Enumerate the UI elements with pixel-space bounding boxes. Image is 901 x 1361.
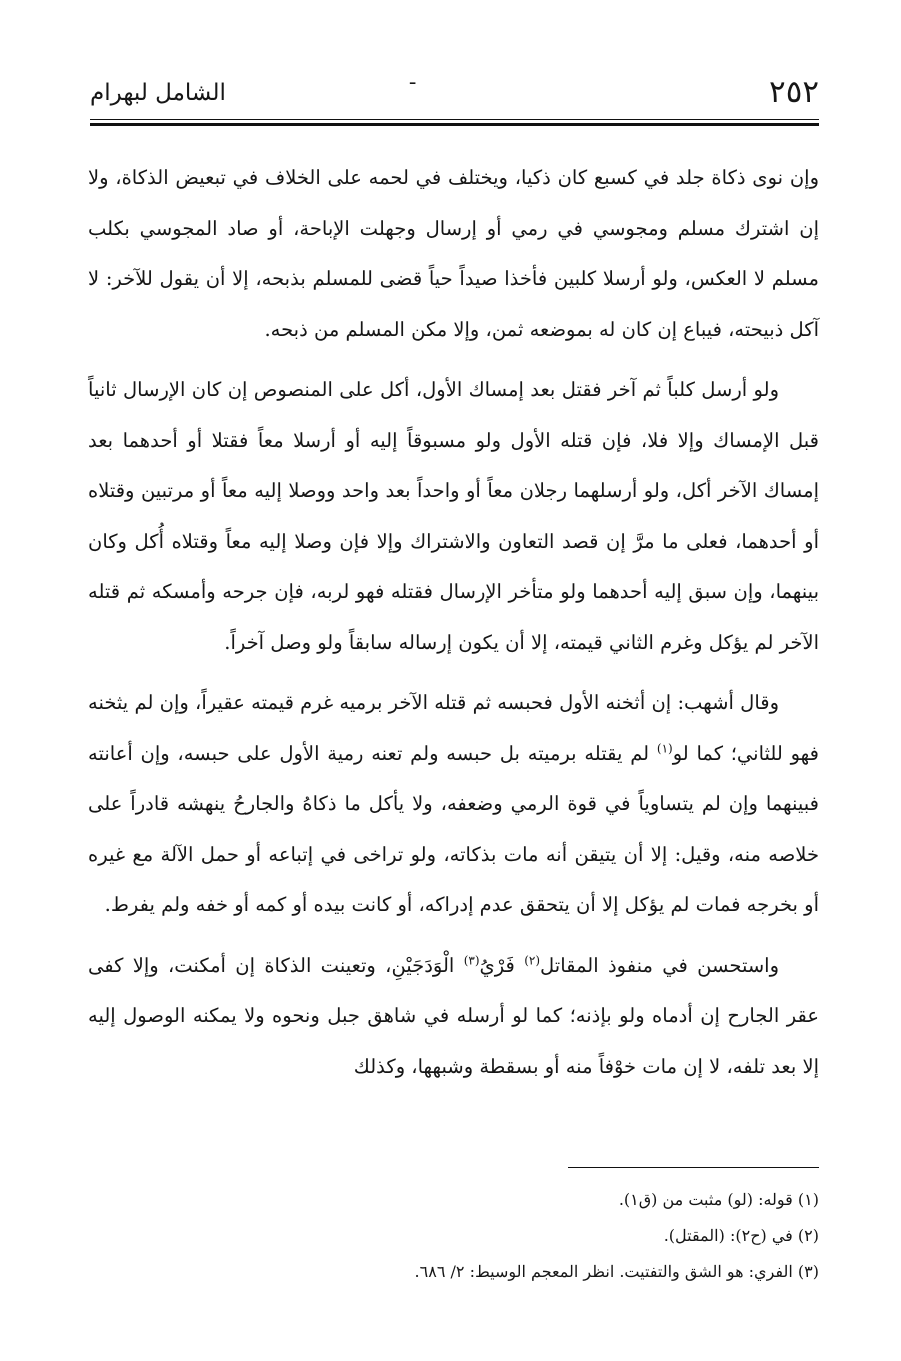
header-rule-thick	[90, 123, 819, 126]
footnote-ref: (٢)	[524, 953, 541, 967]
paragraph-text: لم يقتله برميته بل حبسه ولم تعنه رمية الأول على حبسه، وإن أعانته فبينهما وإن لم يتساوياً في قوة الرمي وضعفه، ولا يأكل ما ذكاهُ والجارحُ ينهشه قادراً على خلاصه منه، وقيل: إلا أن يتيقن أنه مات بذكاته، ولو تراخى في إتباعه أو حمل الآلة مع غيره أو بخرجه فمات لم يؤكل إلا أن يتحقق عدم إدراكه، أو كانت بيده أو كمه أو خفه ولم يفرط.	[88, 741, 819, 916]
paragraph: ولو أرسل كلباً ثم آخر فقتل بعد إمساك الأول، أكل على المنصوص إن كان الإرسال ثانياً قبل الإمساك وإلا فلا، فإن قتله الأول ولو مسبوقاً إليه أو أرسلا معاً فقتلا أو أحدهما بعد إمساك الآخر أكل، ولو أرسلهما رجلان معاً أو واحداً بعد واحد ووصلا إليه معاً أو مرتبين وقتلاه أو أحدهما، فعلى ما مرَّ إن قصد التعاون والاشتراك وإلا فإن وصلا إليه معاً وقتلاه أُكل وكان بينهما، وإن سبق إليه أحدهما ولو متأخر الإرسال فقتله فهو لربه، فإن جرحه وأمسكه ثم قتله الآخر لم يؤكل وغرم الثاني قيمته، إلا أن يكون إرساله سابقاً ولو وصل آخراً.	[88, 378, 819, 654]
header-rule-thin	[90, 119, 819, 120]
paragraph: وإن نوى ذكاة جلد في كسبع كان ذكيا، ويختلف في لحمه على الخلاف في تبعيض الذكاة، ولا إن اشترك مسلم ومجوسي في رمي أو إرسال وجهلت الإباحة، أو صاد المجوسي بكلب مسلم لا العكس، ولو أرسلا كلبين فأخذا صيداً حياً قضى للمسلم بذبحه، إلا أن يقول للآخر: لا آكل ذبيحته، فيباع إن كان له بموضعه ثمن، وإلا مكن المسلم من ذبحه.	[88, 166, 819, 341]
footnotes	[140, 1182, 819, 1290]
paragraph-text: وقال أشهب: إن أثخنه الأول فحبسه ثم قتله الآخر برميه غرم قيمته عقيراً، وإن لم يثخنه فهو للثاني؛ كما لو	[88, 691, 819, 765]
footnote: (٣) الفري: هو الشق والتفتيت. انظر المعجم الوسيط: ٢/ ٦٨٦.	[414, 1262, 819, 1281]
paragraph-text: فَرْيُ	[479, 953, 525, 977]
page-number: ٢٥٢	[769, 74, 819, 110]
header-mark: ـ	[410, 68, 416, 89]
footnote: (١) قوله: (لو) مثبت من (ق١).	[618, 1190, 819, 1209]
footnote-ref: (٣)	[463, 953, 480, 967]
page-header	[90, 68, 819, 116]
paragraph	[88, 941, 819, 1093]
footnote: (٢) في (ح٢): (المقتل).	[663, 1226, 819, 1245]
footnote-ref: (١)	[656, 741, 673, 755]
paragraph-text: واستحسن في منفوذ المقاتل	[540, 953, 780, 977]
paragraph-text: الْوَدَجَيْنِ، وتعينت الذكاة إن أمكنت، وإلا كفى عقر الجارح إن أدماه ولو بإذنه؛ كما لو أرسله في شاهق جبل ونحوه ولا يمكنه الوصول إليه إلا بعد تلفه، لا إن مات خوْفاً منه أو بسقطة وشبهها، وكذلك	[88, 953, 819, 1078]
paragraph	[88, 678, 819, 931]
running-title: الشامل لبهرام	[90, 80, 226, 106]
main-text	[88, 153, 819, 1102]
footnote-rule	[568, 1167, 819, 1168]
